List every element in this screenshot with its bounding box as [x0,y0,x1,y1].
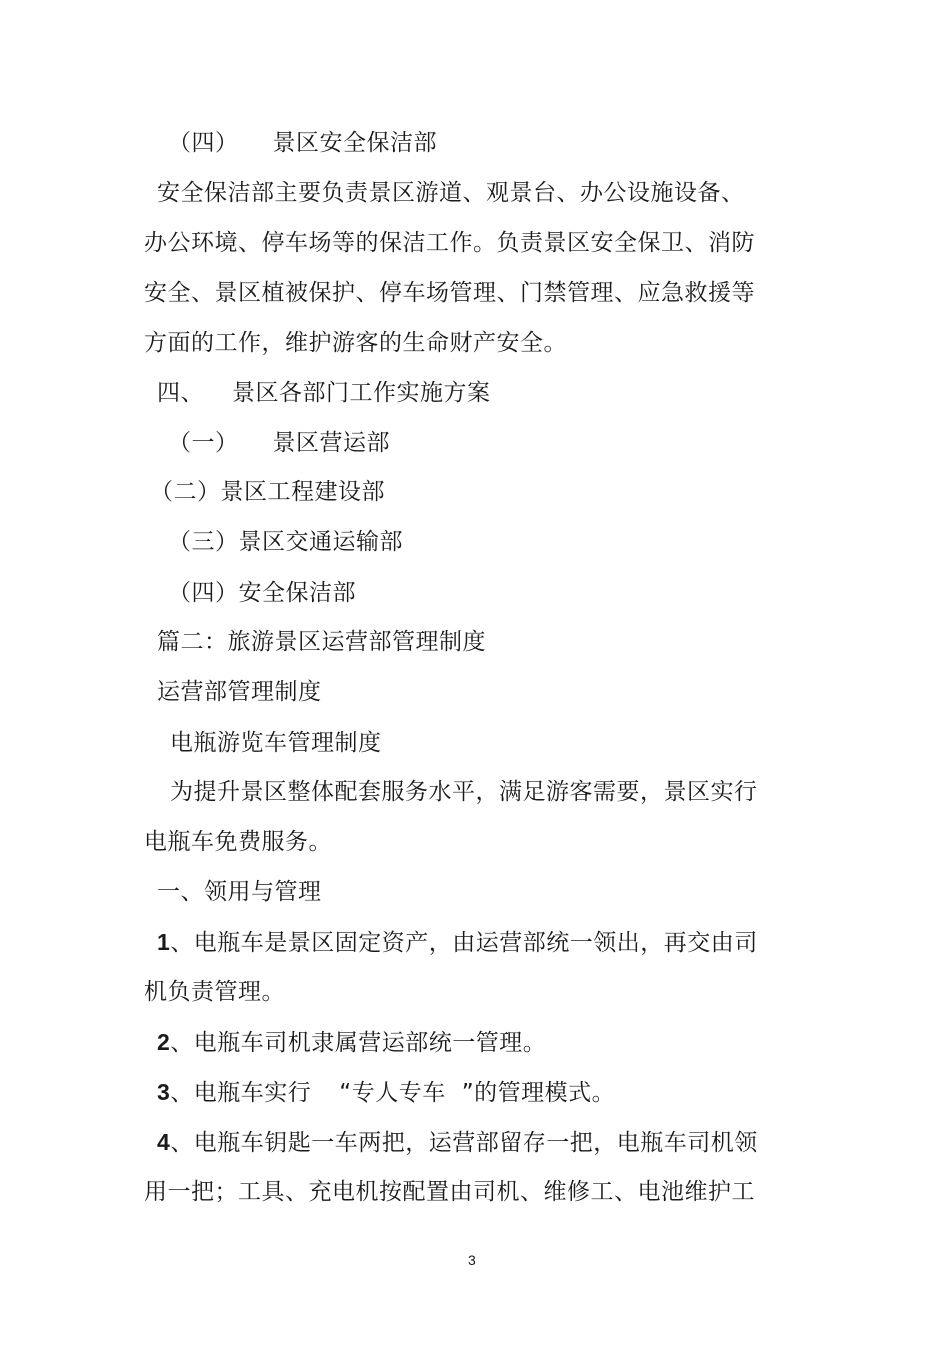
page-number: 3 [468,1252,476,1268]
heading-text: 景区安全保洁部 [272,130,437,156]
paragraph-line: 为提升景区整体配套服务水平，满足游客需要，景区实行 [170,779,758,805]
paragraph-line: 安全、景区植被保护、停车场管理、门禁管理、应急救援等 [144,280,755,306]
list-text: 、电瓶车司机隶属营运部统一管理。 [170,1030,547,1056]
paragraph-line: 方面的工作，维护游客的生命财产安全。 [144,330,567,356]
section-heading-usage: 一、领用与管理 [157,879,322,905]
list-text: 、电瓶车是景区固定资产，由运营部统一领出，再交由司 [170,930,758,956]
paragraph-line: 安全保洁部主要负责景区游道、观景台、办公设施设备、 [157,180,745,206]
list-number: 2 [157,1029,171,1055]
list-number: 3 [157,1079,171,1105]
paragraph-line: 电瓶车免费服务。 [144,829,332,855]
list-item [157,1027,546,1058]
paragraph-line: 用一把；工具、充电机按配置由司机、维修工、电池维护工 [144,1179,755,1205]
list-item [157,1127,758,1158]
subheading-transport: （三）景区交通运输部 [168,529,403,555]
list-number: 1 [157,929,171,955]
paragraph-line: 办公环境、停车场等的保洁工作。负责景区安全保卫、消防 [144,230,755,256]
list-item [157,1077,615,1108]
list-number: 4 [157,1129,171,1155]
subheading-operations [168,428,390,458]
paragraph-line: 机负责管理。 [144,979,285,1005]
heading-prefix: 四、 [157,380,204,406]
heading-text: 景区各部门工作实施方案 [232,380,491,406]
list-text: 、电瓶车钥匙一车两把，运营部留存一把，电瓶车司机领 [170,1130,758,1156]
list-quote: “专人专车 [339,1080,446,1106]
regulation-title: 电瓶游览车管理制度 [170,730,382,756]
heading-prefix: （一） [168,430,239,456]
subheading-engineering: （二）景区工程建设部 [150,479,385,505]
article-title: 篇二：旅游景区运营部管理制度 [157,629,486,655]
article-subtitle: 运营部管理制度 [157,679,322,705]
heading-prefix: （四） [168,130,239,156]
section-heading-implementation [157,378,491,408]
list-item [157,927,758,958]
heading-text: 景区营运部 [272,430,390,456]
list-tail: ”的管理模式。 [461,1080,616,1106]
subheading-security: （四）安全保洁部 [168,580,356,606]
section-heading-security [168,128,437,158]
list-text: 、电瓶车实行 [170,1080,312,1106]
